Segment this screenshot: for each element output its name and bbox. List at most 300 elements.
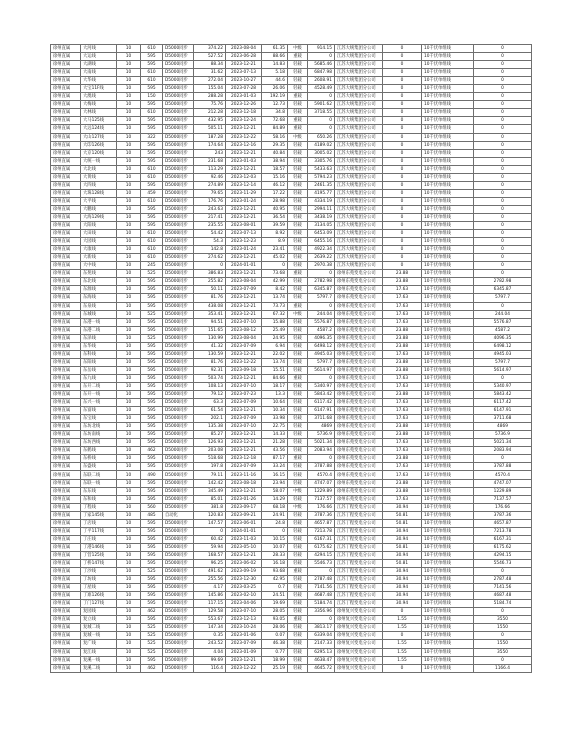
table-cell: 10 [117, 495, 141, 503]
table-cell: 595 [141, 318, 163, 326]
table-cell: 江苏大统集团分公司 [335, 165, 383, 173]
table-cell: 610 [141, 197, 163, 205]
table-cell: D5000同步 [163, 374, 194, 382]
table-cell: D5000同步 [163, 423, 194, 431]
table-cell: 2023-12-21 [226, 294, 262, 302]
table-cell: D5000同步 [163, 246, 194, 254]
table-cell: 徐州直属 [51, 551, 81, 559]
table-cell: 595 [141, 431, 163, 439]
table-cell: D5000同步 [163, 270, 194, 278]
table-cell: 10千伏单组线 [422, 519, 474, 527]
table-cell: 4747.07 [474, 479, 532, 487]
table-cell: 50.11 [194, 286, 226, 294]
table-cell: D5000同步 [163, 238, 194, 246]
table-cell: 187.28 [194, 133, 226, 141]
table-cell: 518.68 [194, 455, 226, 463]
table-cell: 东阳线 [81, 358, 117, 366]
table-cell: 595 [141, 551, 163, 559]
table-cell: 23.88 [383, 366, 422, 374]
table-cell: 徐州直属 [51, 399, 81, 407]
table-cell: 650.26 [308, 133, 335, 141]
table-cell: 610 [141, 254, 163, 262]
table-row [51, 656, 532, 664]
table-cell: 大珠128线 [81, 189, 117, 197]
table-cell: 3134.05 [308, 222, 335, 230]
table-cell: 0 [383, 254, 422, 262]
table-cell: 43.56 [262, 447, 288, 455]
table-cell: 2023-12-21 [226, 302, 262, 310]
table-cell: 145.86 [194, 592, 226, 600]
table-cell: 272.04 [194, 77, 226, 85]
table-cell: 10 [117, 318, 141, 326]
table-cell: 4945.03 [474, 350, 532, 358]
table-cell: 徐州直属 [51, 157, 81, 165]
table-cell: 10千伏单组线 [422, 165, 474, 173]
table-cell: 595 [141, 543, 163, 551]
table-cell: 徐州直属 [51, 254, 81, 262]
table-cell: 6117.42 [308, 399, 335, 407]
table-cell: 0 [474, 632, 532, 640]
table-cell: 2023-12-16 [226, 141, 262, 149]
table-cell: D5000同步 [163, 117, 194, 125]
table-cell: 徐州直属 [51, 334, 81, 342]
table-cell: 10 [117, 230, 141, 238]
table-cell: 13.3 [262, 391, 288, 399]
table-cell: 江苏大统集团分公司 [335, 222, 383, 230]
table-cell: 10千伏回组线 [422, 374, 474, 382]
table-cell: 255.82 [194, 278, 226, 286]
table-cell: 2023-12-22 [226, 133, 262, 141]
table-cell: 3787.88 [474, 463, 532, 471]
table-cell: 0 [308, 455, 335, 463]
table-cell: 江苏大统集团分公司 [335, 213, 383, 221]
table-cell: 徐州直属 [51, 543, 81, 551]
table-cell: 江苏大统集团分公司 [335, 205, 383, 213]
table-cell: 0 [383, 101, 422, 109]
table-cell: 10千伏单组线 [422, 439, 474, 447]
table-cell: 轻载 [288, 399, 308, 407]
table-cell: 丁平117线 [81, 527, 117, 535]
table-cell: 0 [474, 213, 532, 221]
table-cell: 610 [141, 77, 163, 85]
table-cell: D5000同步 [163, 551, 194, 559]
table-cell: 江苏大统集团分公司 [335, 173, 383, 181]
table-cell: 61.54 [194, 407, 226, 415]
table-cell: 4570.4 [474, 471, 532, 479]
table-cell: 徐州直属 [51, 382, 81, 390]
table-cell: 徐州东苑变电分公司 [335, 495, 383, 503]
table-cell: 徐州直属 [51, 133, 81, 141]
table-cell: 江苏丁程变电分公司 [335, 568, 383, 576]
table-cell: 2023-12-24 [226, 117, 262, 125]
table-cell: 徐州直属 [51, 270, 81, 278]
table-row [51, 584, 532, 592]
table-cell: 2023-08-04 [226, 334, 262, 342]
table-cell: 10千伏单组线 [422, 479, 474, 487]
table-cell: 轻载 [288, 648, 308, 656]
table-cell: D5000同步 [163, 318, 194, 326]
table-cell: 17.63 [383, 447, 422, 455]
table-cell: 10 [117, 141, 141, 149]
table-cell: 10千伏单组线 [422, 318, 474, 326]
table-cell: 33.24 [262, 463, 288, 471]
table-cell: 轻载 [288, 181, 308, 189]
table-cell: 610 [141, 173, 163, 181]
table-cell: 徐州直属 [51, 664, 81, 672]
table-cell: 46.12 [262, 181, 288, 189]
table-cell: 553.67 [194, 616, 226, 624]
table-cell: 10.34 [262, 407, 288, 415]
table-row [51, 101, 532, 109]
table-cell: 2023-12-13 [226, 616, 262, 624]
table-cell: 徐州直属 [51, 495, 81, 503]
table-cell: 江苏大统集团分公司 [335, 149, 383, 157]
table-cell: 轻载 [288, 391, 308, 399]
table-cell: 0 [383, 109, 422, 117]
table-cell: 595 [141, 439, 163, 447]
table-cell: 17.63 [383, 399, 422, 407]
table-cell: 东港二线 [81, 326, 117, 334]
table-cell: 73.68 [262, 270, 288, 278]
table-cell: 10 [117, 503, 141, 511]
table-cell: 15.51 [262, 366, 288, 374]
table-row [51, 624, 532, 632]
table-cell: 0 [474, 117, 532, 125]
table-cell: 30.94 [383, 576, 422, 584]
table-cell: 10千伏回组线 [422, 286, 474, 294]
table-cell: 轻载 [288, 560, 308, 568]
table-cell: 10千伏单组线 [422, 262, 474, 270]
table-cell: 3711.68 [474, 415, 532, 423]
table-cell: 10千伏回组线 [422, 600, 474, 608]
table-cell: 丁桥147线 [81, 560, 117, 568]
table-cell: 30.94 [383, 503, 422, 511]
table-cell: 轻载 [288, 495, 308, 503]
table-row [51, 149, 532, 157]
table-cell: 复城二线 [81, 624, 117, 632]
table-cell: 2023-07-09 [226, 640, 262, 648]
table-cell: 2023-12-21 [226, 205, 262, 213]
table-cell: 10 [117, 181, 141, 189]
table-cell: 徐州直属 [51, 125, 81, 133]
table-cell: 徐州东苑变电分公司 [335, 374, 383, 382]
table-cell: 轻载 [288, 141, 308, 149]
table-cell: 23.88 [383, 479, 422, 487]
table-row [51, 447, 532, 455]
table-cell: D5000同步 [163, 519, 194, 527]
table-cell: 大平线 [81, 197, 117, 205]
table-cell: D5000同步 [163, 495, 194, 503]
table-cell: 17.63 [383, 374, 422, 382]
table-row [51, 238, 532, 246]
table-cell: 大运线 [81, 53, 117, 61]
table-cell: 10千伏单组线 [422, 334, 474, 342]
table-cell: 0 [474, 238, 532, 246]
table-cell: 274.89 [194, 181, 226, 189]
table-cell: 31.62 [194, 69, 226, 77]
table-row [51, 543, 532, 551]
table-row [51, 157, 532, 165]
table-cell: D5000同步 [163, 431, 194, 439]
table-cell: D5000同步 [163, 109, 194, 117]
table-cell: 6345.87 [308, 286, 335, 294]
table-cell: 10 [117, 205, 141, 213]
table-cell: 徐州直属 [51, 455, 81, 463]
table-cell: 0 [308, 117, 335, 125]
table-cell: 大新线 [81, 254, 117, 262]
table-cell: 10千伏单组线 [422, 238, 474, 246]
table-cell: D5000同步 [163, 85, 194, 93]
table-cell: 6147.91 [308, 407, 335, 415]
table-cell: 10千伏单组线 [422, 560, 474, 568]
table-cell: 0 [383, 181, 422, 189]
table-cell: 10 [117, 382, 141, 390]
table-cell: 0 [474, 77, 532, 85]
table-cell: 3438.19 [308, 213, 335, 221]
table-cell: 2024-01-01 [226, 527, 262, 535]
table-cell: 东桥线 [81, 455, 117, 463]
table-row [51, 592, 532, 600]
table-cell: D5000同步 [163, 125, 194, 133]
table-cell: 东富线 [81, 407, 117, 415]
table-cell: D5000同步 [163, 543, 194, 551]
table-cell: 江苏大统集团分公司 [335, 141, 383, 149]
table-cell: 244.04 [474, 310, 532, 318]
table-cell: 5685.46 [308, 61, 335, 69]
table-row [51, 632, 532, 640]
table-cell: 0 [383, 238, 422, 246]
table-cell: 14.29 [262, 495, 288, 503]
table-cell: 重载 [288, 455, 308, 463]
table-cell: 轻载 [288, 415, 308, 423]
table-cell: 重载 [288, 117, 308, 125]
table-cell: 2023-12-21 [226, 431, 262, 439]
table-cell: 5843.42 [474, 391, 532, 399]
table-cell: 10千伏单组线 [422, 189, 474, 197]
table-cell: 1229.89 [308, 487, 335, 495]
table-cell: 462 [141, 664, 163, 672]
table-row [51, 374, 532, 382]
table-cell: 13.74 [262, 294, 288, 302]
table-cell: 3718.55 [308, 109, 335, 117]
table-cell: 东开一线 [81, 391, 117, 399]
table-cell: 东联二线 [81, 471, 117, 479]
table-row [51, 302, 532, 310]
table-cell: 217.41 [194, 213, 226, 221]
table-row [51, 77, 532, 85]
table-cell: 41.32 [194, 342, 226, 350]
table-cell: 7141.56 [308, 584, 335, 592]
table-cell: 徐州东苑变电分公司 [335, 487, 383, 495]
table-cell: 2023-03-25 [226, 584, 262, 592]
table-cell: 202.1 [194, 415, 226, 423]
table-cell: 大梅线 [81, 101, 117, 109]
table-cell: 116.4 [194, 664, 226, 672]
table-row [51, 535, 532, 543]
table-cell: 2023-01-24 [226, 197, 262, 205]
table-cell: 10千伏单组线 [422, 503, 474, 511]
table-cell: 88.66 [262, 53, 288, 61]
table-cell: 徐州复兴变电分公司 [335, 648, 383, 656]
table-row [51, 608, 532, 616]
table-cell: 10 [117, 439, 141, 447]
table-cell: 1550 [474, 640, 532, 648]
table-cell: 徐州直属 [51, 181, 81, 189]
table-cell: 0 [474, 262, 532, 270]
table-cell: 江苏大统集团分公司 [335, 77, 383, 85]
table-row [51, 519, 532, 527]
table-cell: 10 [117, 551, 141, 559]
table-cell: 徐州东苑变电分公司 [335, 326, 383, 334]
table-cell: 0 [308, 270, 335, 278]
table-cell: 595 [141, 366, 163, 374]
table-cell: 16.15 [262, 471, 288, 479]
table-cell: 2023-08-04 [226, 45, 262, 53]
table-cell: D5000同步 [163, 391, 194, 399]
table-cell: 595 [141, 302, 163, 310]
table-cell: 10千伏单组线 [422, 294, 474, 302]
table-cell: 江苏大统集团分公司 [335, 101, 383, 109]
table-cell: 2024-01-01 [226, 262, 262, 270]
table-cell: 10 [117, 487, 141, 495]
table-cell: 0 [262, 527, 288, 535]
table-cell: 轻载 [288, 350, 308, 358]
table-cell: D5000同步 [163, 600, 194, 608]
table-cell: 595 [141, 382, 163, 390]
table-cell: 235.55 [194, 222, 226, 230]
table-cell: 轻载 [288, 551, 308, 559]
table-cell: 10 [117, 664, 141, 672]
table-row [51, 213, 532, 221]
table-cell: 轻载 [288, 535, 308, 543]
table-cell: 525 [141, 310, 163, 318]
table-cell: 0 [262, 262, 288, 270]
table-row [51, 342, 532, 350]
table-cell: 59.94 [194, 543, 226, 551]
table-cell: 0 [474, 157, 532, 165]
table-cell: 610 [141, 45, 163, 53]
table-cell: 595 [141, 61, 163, 69]
table-cell: D5000同步 [163, 624, 194, 632]
table-cell: 39.59 [262, 222, 288, 230]
table-cell: 92.31 [194, 366, 226, 374]
table-cell: 10 [117, 342, 141, 350]
table-cell: 江苏丁程变电分公司 [335, 576, 383, 584]
table-cell: 2023-12-21 [226, 487, 262, 495]
table-cell: 28.05 [262, 608, 288, 616]
table-cell: 徐州直属 [51, 85, 81, 93]
table-cell: 10千伏单组线 [422, 447, 474, 455]
table-cell: 江苏大统集团分公司 [335, 262, 383, 270]
table-cell: 6295.13 [308, 648, 335, 656]
table-cell: 10千伏单组线 [422, 664, 474, 672]
table-cell: 2023-12-23 [226, 238, 262, 246]
table-cell: 丁店线 [81, 519, 117, 527]
table-cell: 2023-06-01 [226, 519, 262, 527]
table-cell: 17.63 [383, 350, 422, 358]
table-cell: 85.27 [194, 431, 226, 439]
table-cell: 10 [117, 302, 141, 310]
table-cell: 轻载 [288, 527, 308, 535]
table-cell: 江苏丁程变电分公司 [335, 519, 383, 527]
table-cell: 3787.36 [474, 511, 532, 519]
table-cell: 大康线 [81, 246, 117, 254]
table-cell: 2023-12-21 [226, 149, 262, 157]
table-cell: 18.57 [262, 165, 288, 173]
table-cell: 轻载 [288, 318, 308, 326]
table-row [51, 358, 532, 366]
table-cell: 108.13 [194, 382, 226, 390]
table-cell: 轻载 [288, 69, 308, 77]
table-cell: D5000同步 [163, 350, 194, 358]
table-cell: 徐州直属 [51, 93, 81, 101]
table-cell: 10 [117, 511, 141, 519]
table-cell: 212.28 [194, 109, 226, 117]
table-cell: 中级 [288, 45, 308, 53]
table-cell: 江苏丁程变电分公司 [335, 543, 383, 551]
table-cell: 2023-12-21 [226, 374, 262, 382]
table-cell: 0.77 [262, 648, 288, 656]
table-cell: 江苏丁程变电分公司 [335, 511, 383, 519]
table-cell: 2461.35 [308, 181, 335, 189]
table-cell: 2023-12-21 [226, 551, 262, 559]
table-cell: 徐州直属 [51, 463, 81, 471]
table-cell: 江苏大统集团分公司 [335, 246, 383, 254]
table-cell: 151.65 [194, 326, 226, 334]
table-cell: 徐州直属 [51, 53, 81, 61]
table-cell: 24.51 [262, 592, 288, 600]
table-cell: 595 [141, 519, 163, 527]
table-cell: 轻载 [288, 479, 308, 487]
table-cell: 0 [383, 141, 422, 149]
table-cell: 595 [141, 286, 163, 294]
table-cell: 复溪一线 [81, 656, 117, 664]
table-cell: 徐州直属 [51, 407, 81, 415]
table-cell: 东坊西线 [81, 439, 117, 447]
table-cell: 2023-12-21 [226, 270, 262, 278]
table-cell: 轻载 [288, 664, 308, 672]
table-cell: 595 [141, 53, 163, 61]
table-cell: 129.58 [194, 608, 226, 616]
table-cell: 459 [141, 189, 163, 197]
table-cell: 0 [474, 173, 532, 181]
table-cell: D5000同步 [163, 382, 194, 390]
table-cell: 10 [117, 648, 141, 656]
table-cell: 徐州直属 [51, 294, 81, 302]
table-cell: 10千伏单组线 [422, 455, 474, 463]
table-cell: 525 [141, 632, 163, 640]
table-cell: 6498.12 [474, 342, 532, 350]
table-cell: 30.94 [383, 527, 422, 535]
table-cell: 10千伏单组线 [422, 77, 474, 85]
table-cell: 10 [117, 576, 141, 584]
table-row [51, 294, 532, 302]
table-cell: 江苏大统集团分公司 [335, 117, 383, 125]
table-cell: 徐州直属 [51, 77, 81, 85]
table-cell: 徐州直属 [51, 479, 81, 487]
table-cell: 2023-12-18 [226, 109, 262, 117]
table-cell: 轻载 [288, 254, 308, 262]
table-cell: 610 [141, 165, 163, 173]
table-cell: 10千伏单组线 [422, 535, 474, 543]
table-cell: 轻载 [288, 294, 308, 302]
table-cell: 7213.78 [474, 527, 532, 535]
table-cell: 15.88 [262, 318, 288, 326]
table-cell: 轻载 [288, 423, 308, 431]
table-cell: 2023-11-29 [226, 189, 262, 197]
table-cell: 10 [117, 101, 141, 109]
table-cell: 10 [117, 334, 141, 342]
